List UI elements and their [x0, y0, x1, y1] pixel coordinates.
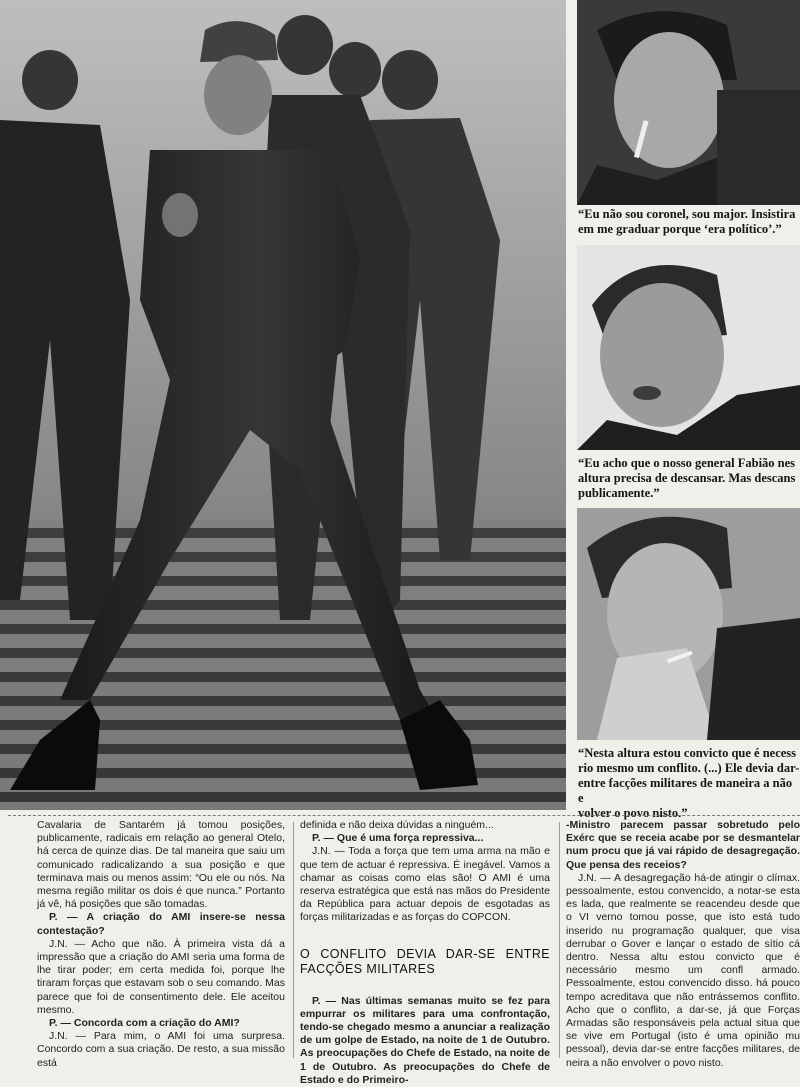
column-divider [293, 822, 294, 1058]
article-column-1 [37, 819, 285, 1069]
section-divider [8, 815, 800, 816]
article-column-3 [566, 819, 800, 1069]
question: P. — A criação do AMI insere-se nessa contestação? [37, 911, 285, 937]
portrait-hand-photo [577, 508, 800, 740]
column-divider [559, 822, 560, 1058]
paragraph: Cavalaria de Santarém já tomou posições, publicamente, radicais em relação ao general Otelo, há cerca de quinze dias. De tal maneira que saiu um comunicado radicalizando a sua posição e que terminava mais ou menos assim: “Ou ele ou nós. Na mesma região militar os dois é que nunca.” Portanto já vê, há posições que são tomadas. [37, 819, 285, 911]
answer: J.N. — Toda a força que tem uma arma na mão e que tem de actuar é repressiva. É inegável. Vamos a chamar as coisas como elas são! O AMI é uma reserva estratégica que está nas mãos do Presidente da República para actuar depois de esgotadas as forças militarizadas e as forças do COPCON. [300, 845, 550, 924]
section-heading: O CONFLITO DEVIA DAR-SE ENTRE FACÇÕES MILITARES [300, 946, 550, 976]
question: P. — Concorda com a criação do AMI? [49, 1017, 240, 1030]
question: -Ministro parecem passar sobretudo pelo Exérc que se receia acabe por se desmantelar num procu que já vai rápido de desagregação. Que pensa des receios? [566, 819, 800, 871]
question: P. — Que é uma força repressiva... [312, 832, 484, 845]
portrait-2-caption: “Eu acho que o nosso general Fabião nes altura precisa de descansar. Mas descans publicamente.” [578, 456, 796, 500]
article-column-2 [300, 819, 550, 1086]
portrait-speaking-photo [577, 245, 800, 450]
answer: J.N. — Acho que não. À primeira vista dá a impressão que a criação do AMI seria uma forma de lhe tirar poder; em certa medida foi, porque lhe tiraram forças que estavam sob o seu comando. Mas parece que foi de consentimento dele. Ele aceitou mesmo. [37, 937, 285, 1016]
portrait-smoking-photo [577, 0, 800, 205]
answer: J.N. — Para mim, o AMI foi uma surpresa. Concordo com a sua criação. De resto, a sua missão está [37, 1030, 285, 1069]
answer: J.N. — A desagregação há-de atingir o clímax. pessoalmente, estou convencido, a notar-se esta es lada, que realmente se reacendeu desde que o VI verno tomou posse, que isto está tudo inserido nu programação qualquer, que visa derrubar o Gover e lançar o estado de sítio cá dentro. Nessa altu estou convicto que é necessário mesmo um confl armado. Pessoalmente, estou convencido disso. há pouco tempo acreditava que não entrássemos conflito. Acho que o conflito, a dar-se, já que Forças Armadas são responsáveis pela actual situa que se vive em Portugal (isto é uma opinião mu pessoal), devia dar-se entre facções militares, de neira a não envolver o povo nisto. [566, 871, 800, 1069]
portrait-1-caption: “Eu não sou coronel, sou major. Insistira em me graduar porque ‘era político’.” [578, 207, 796, 236]
portrait-3-caption: “Nesta altura estou convicto que é necess rio mesmo um conflito. (...) Ele devia dar- entre facções militares de maneira a não e volver o povo nisto.” [578, 746, 800, 820]
paragraph: definida e não deixa dúvidas a ninguém... [300, 819, 494, 831]
question: P. — Nas últimas semanas muito se fez para empurrar os militares para uma confrontação, tendo-se chegado mesmo a anunciar a realização de um golpe de Estado, na noite de 1 de Outubro. As preocupações do Chefe de Estado, na noite de 1 de Outubro. As preocupações do Chefe de Estado e do Primeiro- [300, 994, 550, 1086]
